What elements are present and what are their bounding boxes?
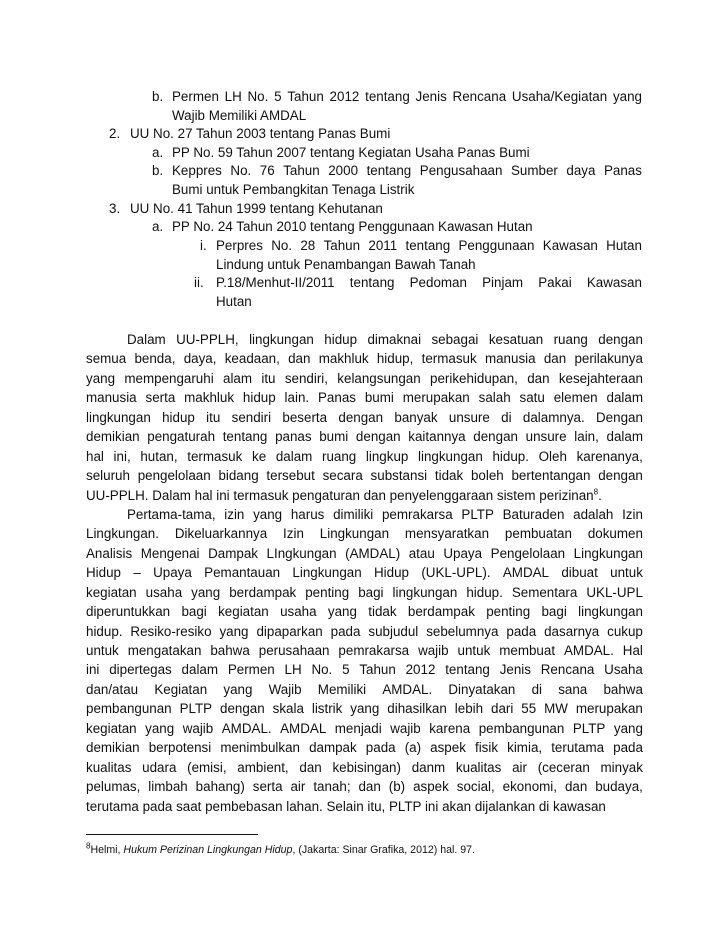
paragraph-line: Lingkungan. Dikeluarkannya Izin Lingkungan mensyaratkan pembuatan dokumen bbox=[86, 526, 643, 542]
list-marker: 2. bbox=[109, 126, 121, 141]
paragraph-line: Analisis Mengenai Dampak LIngkungan (AMDAL) atau Upaya Pengelolaan Lingkungan bbox=[86, 545, 643, 561]
footnote-author: Helmi, bbox=[90, 844, 124, 856]
list-text-line: Hutan bbox=[216, 293, 252, 309]
paragraph-line: dan/atau Kegiatan yang Wajib Memiliki AMDAL. Dinyatakan di sana bahwa bbox=[86, 681, 643, 697]
paragraph-line: kegiatan usaha yang berdampak penting bagi lingkungan hidup. Sementara UKL-UPL bbox=[86, 584, 643, 600]
paragraph-line: pelumas, limbah bahang) serta air tanah; dan (b) aspek social, ekonomi, dan budaya, bbox=[86, 779, 643, 795]
footnote-title: Hukum Perizinan Lingkungan Hidup bbox=[123, 844, 293, 856]
list-marker: a. bbox=[152, 145, 164, 160]
paragraph-line: Hidup – Upaya Pemantauan Lingkungan Hidup (UKL-UPL). AMDAL dibuat untuk bbox=[86, 565, 643, 581]
paragraph-line: kualitas udara (emisi, ambient, dan kebisingan) danm kualitas air (ceceran minyak bbox=[86, 759, 643, 775]
footnote-reference: 8 bbox=[593, 487, 599, 497]
list-text-line: PP No. 24 Tahun 2010 tentang Penggunaan Kawasan Hutan bbox=[172, 219, 533, 234]
list-marker: b. bbox=[152, 163, 164, 178]
list-marker: 3. bbox=[109, 201, 121, 216]
list-marker: ii. bbox=[194, 275, 204, 290]
list-text-line: Bumi untuk Pembangkitan Tenaga Listrik bbox=[172, 181, 415, 197]
list-marker: i. bbox=[200, 238, 207, 253]
paragraph-line: yang mempengaruhi alam itu sendiri, kelangsungan perikehidupan, dan kesejahteraan bbox=[86, 370, 643, 386]
paragraph-line: demikian berpotensi menimbulkan dampak pada (a) aspek fisik kimia, terutama pada bbox=[86, 740, 643, 756]
paragraph-line: seluruh pengelolaan bidang tersebut secara substansi tidak boleh bertentangan dengan bbox=[86, 468, 643, 484]
paragraph-line: manusia serta makhluk hidup lain. Panas bumi merupakan salah satu elemen dalam bbox=[86, 390, 643, 406]
footnote-separator bbox=[86, 834, 258, 835]
paragraph-line: terutama pada saat pembebasan lahan. Selain itu, PLTP ini akan dijalankan di kawasan bbox=[86, 798, 606, 814]
paragraph-line: semua benda, daya, keadaan, dan makhluk hidup, termasuk manusia dan perilakunya bbox=[86, 351, 643, 367]
paragraph-line: Pertama-tama, izin yang harus dimiliki pemrakarsa PLTP Baturaden adalah Izin bbox=[127, 506, 643, 522]
paragraph-line: kegiatan yang wajib AMDAL. AMDAL menjadi wajib karena pembangunan PLTP yang bbox=[86, 720, 643, 736]
list-text-line: Keppres No. 76 Tahun 2000 tentang Pengusahaan Sumber daya Panas bbox=[172, 163, 642, 178]
footnote bbox=[86, 843, 475, 857]
paragraph-line: UU-PPLH. Dalam hal ini termasuk pengaturan dan penyelenggaraan sistem perizinan$^8$. bbox=[86, 487, 602, 503]
list-marker: a. bbox=[152, 219, 164, 234]
paragraph-line: demikian pengaturah tentang panas bumi dengan kaitannya dengan unsure lain, dalam bbox=[86, 429, 643, 445]
body-text bbox=[86, 330, 643, 816]
list-text-line: UU No. 27 Tahun 2003 tentang Panas Bumi bbox=[130, 126, 391, 141]
list-text-line: UU No. 41 Tahun 1999 tentang Kehutanan bbox=[130, 201, 383, 216]
footnote-number: 8 bbox=[86, 841, 91, 851]
paragraph-line: pembangunan PLTP dengan skala listrik yang dihasilkan lebih dari 55 MW merupakan bbox=[86, 701, 643, 717]
paragraph-line: hidup. Resiko-resiko yang dipaparkan pada subjudul sebelumnya pada dasarnya cukup bbox=[86, 623, 643, 639]
list-text-line: Lindung untuk Penambangan Bawah Tanah bbox=[216, 256, 476, 272]
list-text-line: PP No. 59 Tahun 2007 tentang Kegiatan Usaha Panas Bumi bbox=[172, 145, 530, 160]
paragraph-line: ini dipertegas dalam Permen LH No. 5 Tahun 2012 tentang Jenis Rencana Usaha bbox=[86, 662, 643, 678]
paragraph-line: untuk mengatakan bahwa perusahaan pemrakarsa wajib untuk membuat AMDAL. Hal bbox=[86, 643, 643, 658]
list-text-line: P.18/Menhut-II/2011 tentang Pedoman Pinjam Pakai Kawasan bbox=[216, 275, 642, 290]
list-text-line: Perpres No. 28 Tahun 2011 tentang Penggunaan Kawasan Hutan bbox=[216, 238, 642, 253]
paragraph-line: hal ini, hutan, termasuk ke dalam ruang lingkup lingkungan hidup. Oleh karenanya, bbox=[86, 448, 643, 464]
list-text-line: Wajib Memiliki AMDAL bbox=[172, 107, 307, 123]
list-text-line: Permen LH No. 5 Tahun 2012 tentang Jenis Rencana Usaha/Kegiatan yang bbox=[172, 89, 642, 104]
paragraph-line: diperuntukkan bagi kegiatan usaha yang tidak berdampak penting bagi lingkungan bbox=[86, 604, 643, 620]
footnote-citation: , (Jakarta: Sinar Grafika, 2012) hal. 97. bbox=[292, 844, 475, 856]
list-marker: b. bbox=[152, 89, 164, 104]
paragraph-line: lingkungan hidup itu sendiri beserta dengan banyak unsure di dalamnya. Dengan bbox=[86, 409, 643, 425]
paragraph-line: Dalam UU-PPLH, lingkungan hidup dimaknai sebagai kesatuan ruang dengan bbox=[127, 332, 643, 347]
